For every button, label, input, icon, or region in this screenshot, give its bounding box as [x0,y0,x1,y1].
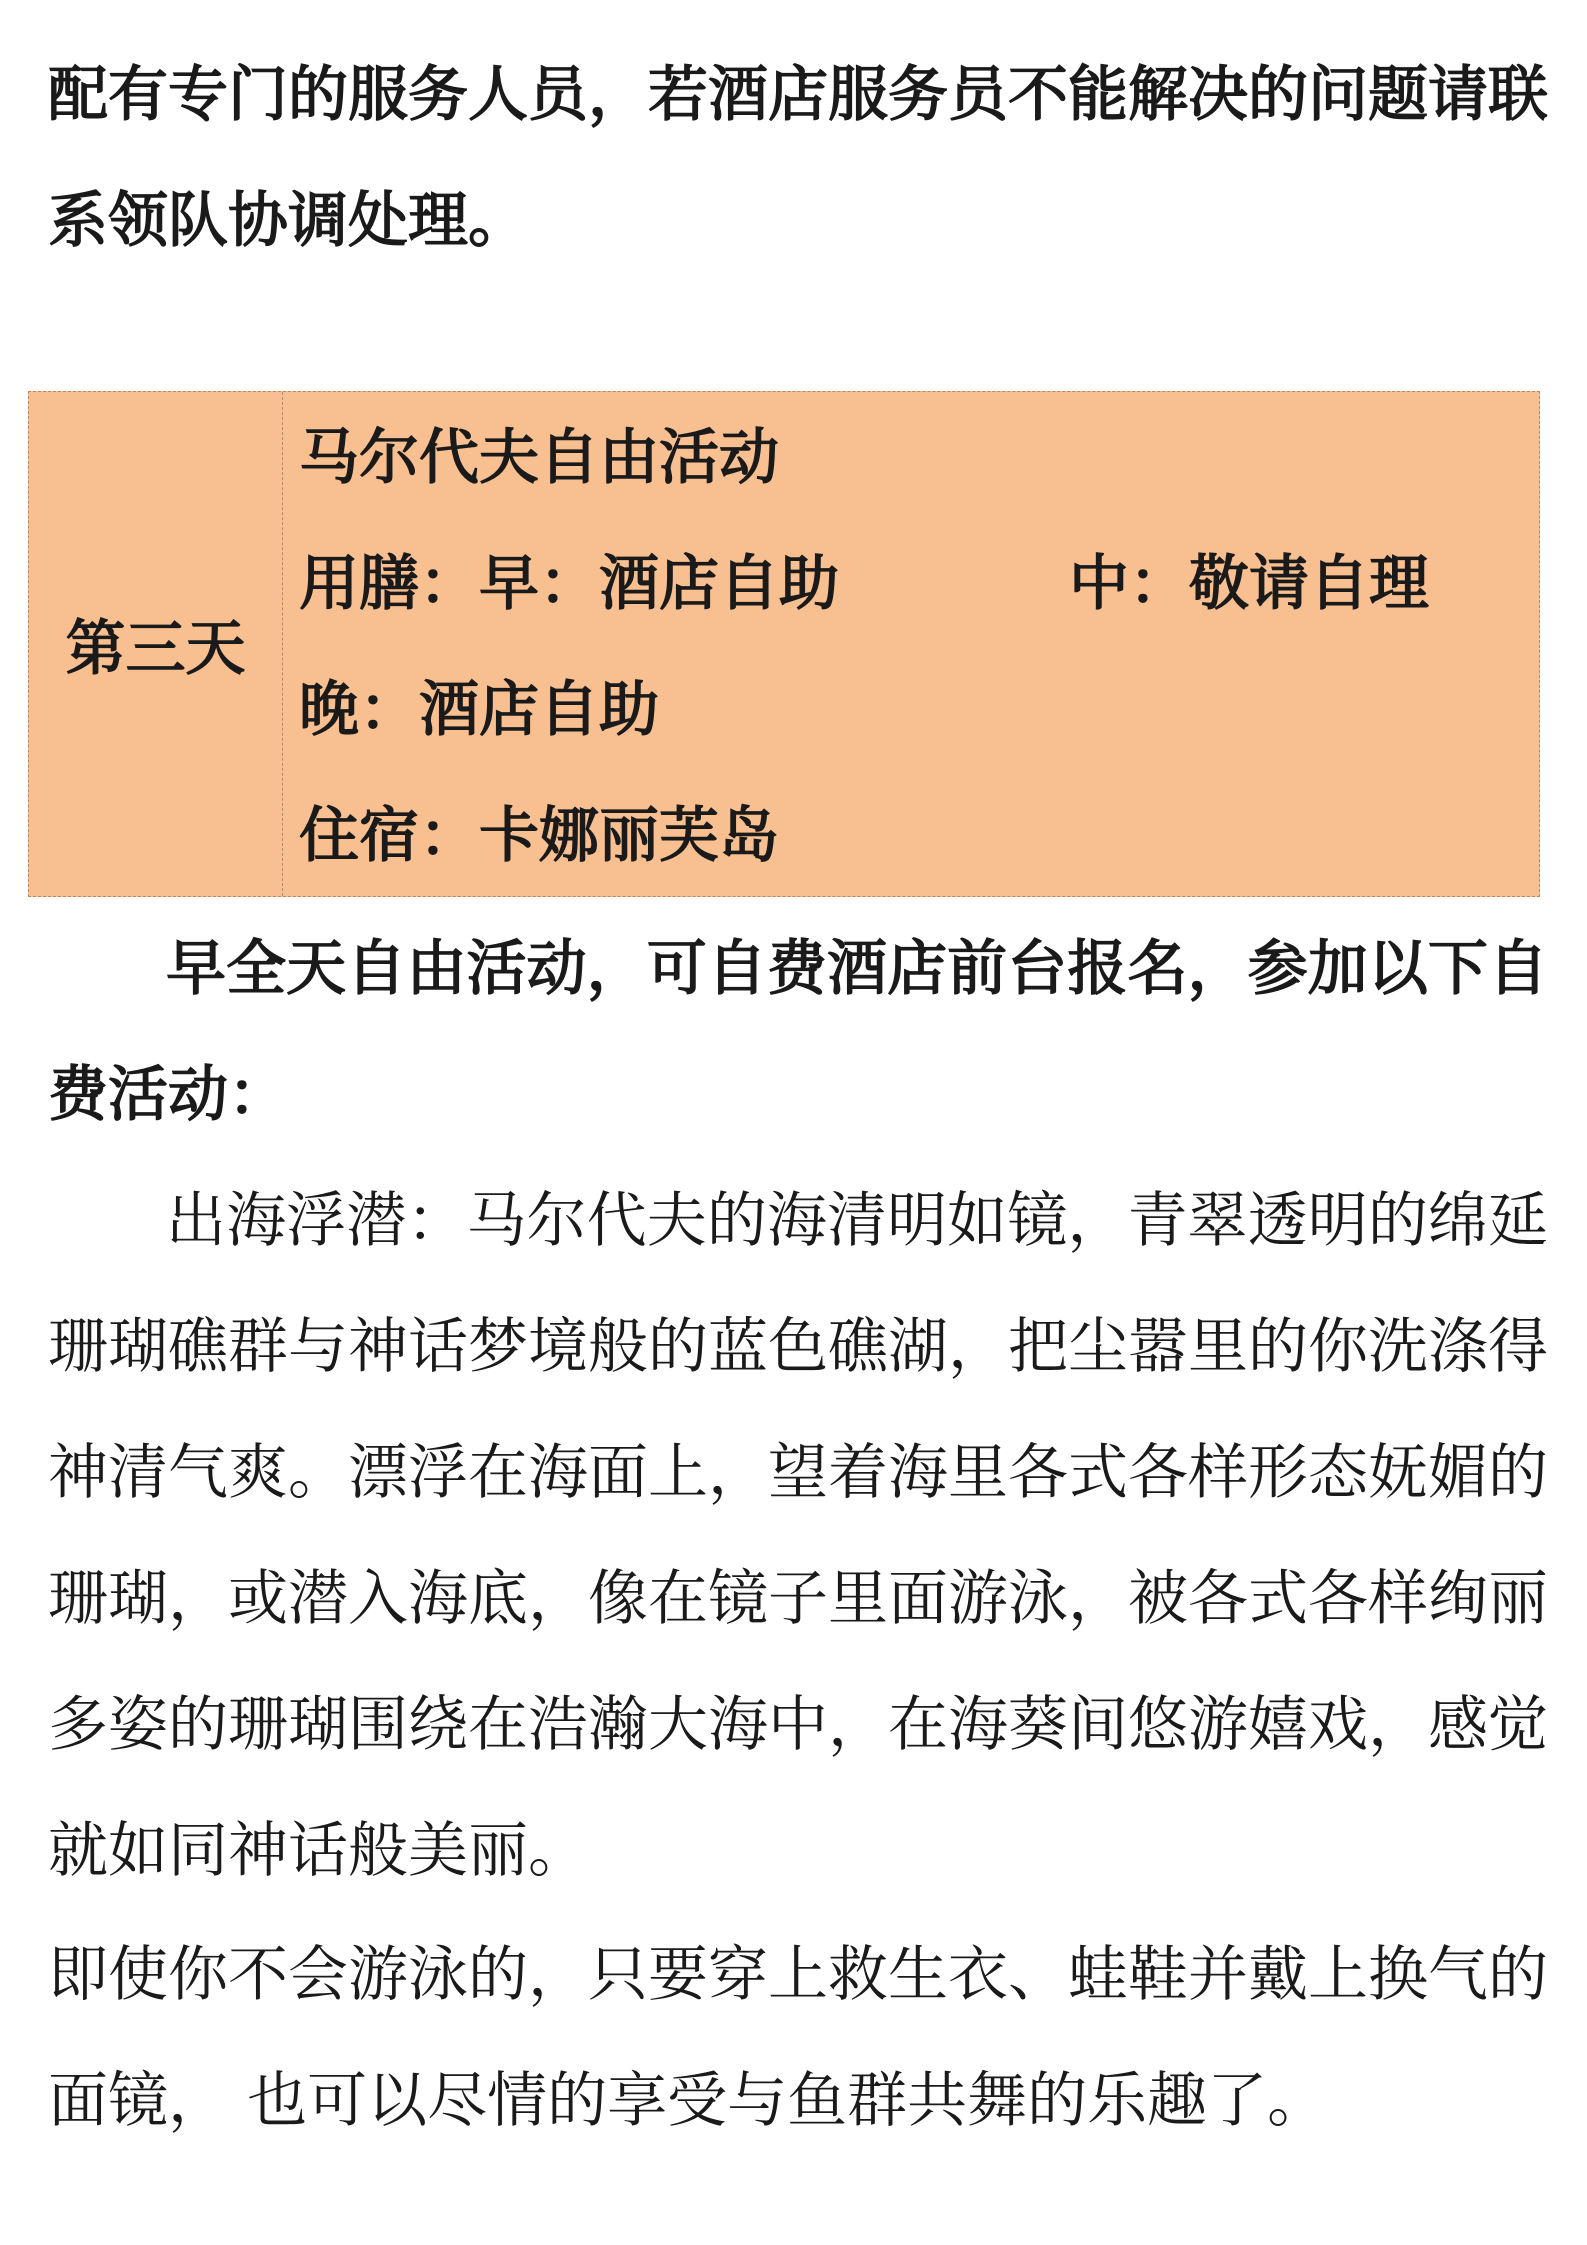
accommodation: 住宿：卡娜丽芙岛 [299,801,779,871]
day-details [299,392,1539,896]
intro-paragraph: 配有专门的服务人员，若酒店服务员不能解决的问题请联系领队协调处理。 [48,60,1548,256]
meals-lunch: 中：敬请自理 [1069,549,1429,619]
day-title: 马尔代夫自由活动 [299,423,779,493]
day-label: 第三天 [29,392,283,896]
snorkel-paragraph: 出海浮潜：马尔代夫的海清明如镜，青翠透明的绵延珊瑚礁群与神话梦境般的蓝色礁湖，把尘嚣里的你洗涤得神清气爽。漂浮在海面上，望着海里各式各样形态妩媚的珊瑚，或潜入海底，像在镜子里面游泳，被各式各样绚丽多姿的珊瑚围绕在浩瀚大海中，在海葵间悠游嬉戏，感觉就如同神话般美丽。 [48,1186,1548,1886]
meals-line [299,544,1429,624]
meals-breakfast: 用膳：早：酒店自助 [299,549,839,619]
swim-note-paragraph: 即使你不会游泳的，只要穿上救生衣、蛙鞋并戴上换气的面镜， 也可以尽情的享受与鱼群共舞的乐趣了。 [48,1940,1548,2136]
meals-dinner: 晚：酒店自助 [299,675,659,745]
free-activity-paragraph: 早全天自由活动，可自费酒店前台报名，参加以下自费活动： [48,934,1548,1130]
day-itinerary-table [28,391,1540,897]
